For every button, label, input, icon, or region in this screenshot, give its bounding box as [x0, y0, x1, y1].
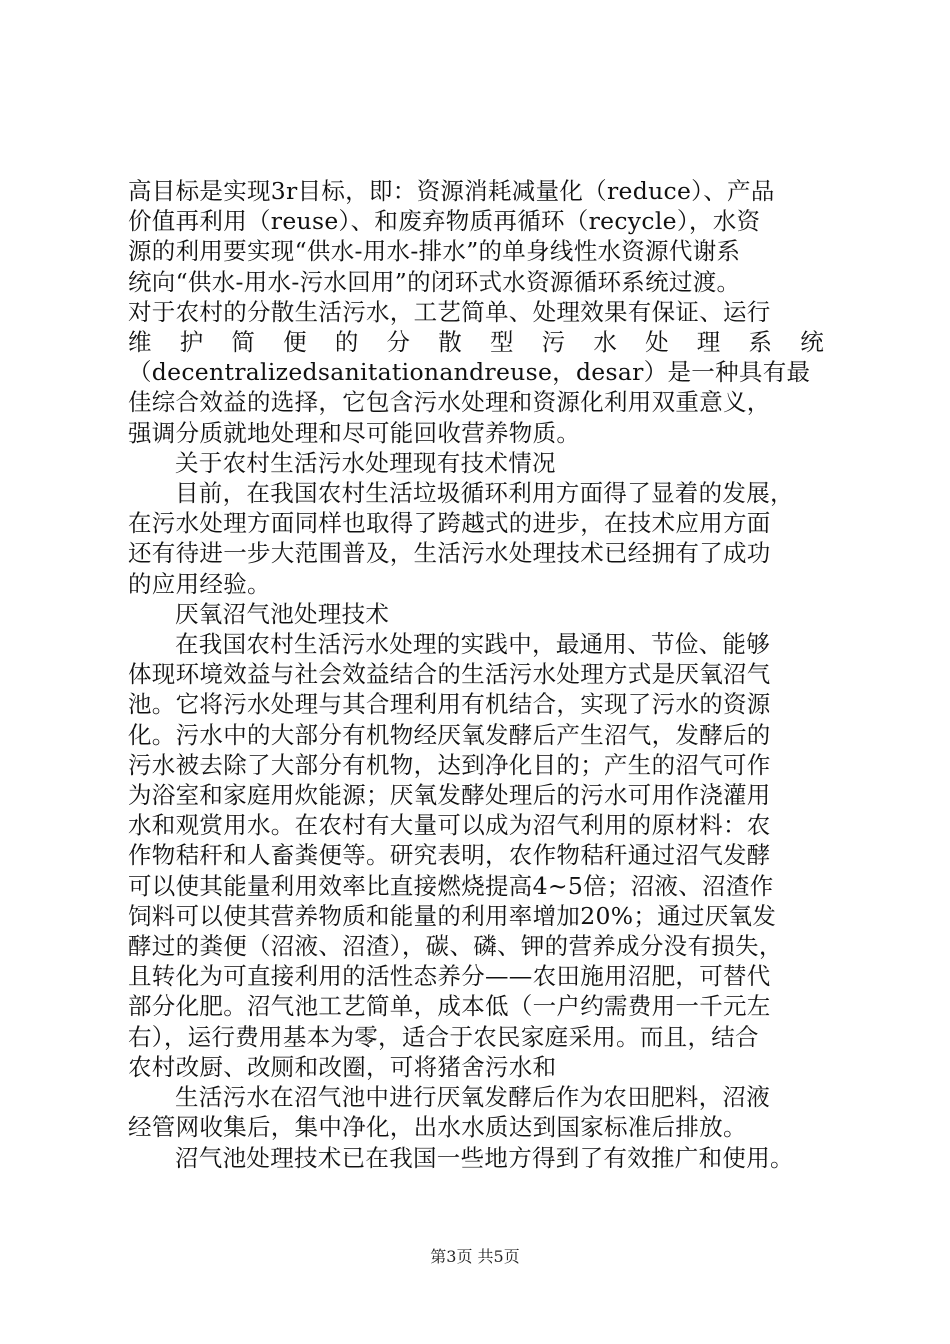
text-line: 在我国农村生活污水处理的实践中，最通用、节俭、能够 — [175, 630, 770, 659]
paragraph-decentralized-system — [128, 297, 824, 448]
paragraph-biogas-digester — [128, 629, 824, 1082]
text-line: 价值再利用（reuse）、和废弃物质再循环（recycle），水资 — [128, 207, 761, 236]
text-line: 强调分质就地处理和尽可能回收营养物质。 — [128, 418, 581, 447]
text-line: 农村改厨、改厕和改圈，可将猪舍污水和 — [128, 1052, 557, 1081]
text-line: 还有待进一步大范围普及，生活污水处理技术已经拥有了成功 — [128, 539, 771, 568]
text-line: 体现环境效益与社会效益结合的生活污水处理方式是厌氧沼气 — [128, 660, 771, 689]
text-line: 在污水处理方面同样也取得了跨越式的进步，在技术应用方面 — [128, 509, 771, 538]
text-line: 作物秸秆和人畜粪便等。研究表明，农作物秸秆通过沼气发酵 — [128, 841, 771, 870]
section-heading: 厌氧沼气池处理技术 — [175, 599, 390, 628]
text-line: 维护简便的分散型污水处理系统 — [128, 328, 824, 357]
document-body — [128, 176, 824, 1173]
paragraph-promotion: 沼气池处理技术已在我国一些地方得到了有效推广和使用。 — [175, 1143, 794, 1172]
text-line: 饲料可以使其营养物质和能量的利用率增加20%；通过厌氧发 — [128, 901, 777, 930]
text-line: 经管网收集后，集中净化，出水水质达到国家标准后排放。 — [128, 1113, 747, 1142]
text-line: 且转化为可直接利用的活性态养分——农田施用沼肥，可替代 — [128, 962, 771, 991]
text-line: 池。它将污水处理与其合理利用有机结合，实现了污水的资源 — [128, 690, 771, 719]
text-line: 生活污水在沼气池中进行厌氧发酵后作为农田肥料，沼液 — [175, 1083, 770, 1112]
text-line: 酵过的粪便（沼液、沼渣），碳、磷、钾的营养成分没有损失， — [128, 932, 783, 961]
text-line: 源的利用要实现“供水-用水-排水”的单身线性水资源代谢系 — [128, 237, 741, 266]
text-line: 佳综合效益的选择，它包含污水处理和资源化利用双重意义， — [128, 388, 771, 417]
text-line: 为浴室和家庭用炊能源；厌氧发酵处理后的污水可用作浇灌用 — [128, 781, 771, 810]
text-line: 部分化肥。沼气池工艺简单，成本低（一户约需费用一千元左 — [128, 992, 771, 1021]
text-line: 可以使其能量利用效率比直接燃烧提高4~5倍；沼液、沼渣作 — [128, 871, 774, 900]
section-heading: 关于农村生活污水处理现有技术情况 — [175, 448, 556, 477]
text-line: 对于农村的分散生活污水，工艺简单、处理效果有保证、运行 — [128, 297, 771, 326]
text-line: 统向“供水-用水-污水回用”的闭环式水资源循环系统过渡。 — [128, 267, 741, 296]
paragraph-3r-goal — [128, 176, 824, 297]
text-line: 水和观赏用水。在农村有大量可以成为沼气利用的原材料：农 — [128, 811, 771, 840]
text-line: （decentralizedsanitationandreuse，desar）是一种具有最 — [128, 358, 811, 387]
text-line: 的应用经验。 — [128, 569, 271, 598]
paragraph-fertilizer-use — [128, 1082, 824, 1142]
text-line: 化。污水中的大部分有机物经厌氧发酵后产生沼气，发酵后的 — [128, 720, 771, 749]
text-line: 右），运行费用基本为零，适合于农民家庭采用。而且，结合 — [128, 1022, 759, 1051]
text-line: 污水被去除了大部分有机物，达到净化目的；产生的沼气可作 — [128, 750, 771, 779]
text-line: 高目标是实现3r目标，即：资源消耗减量化（reduce）、产品 — [128, 177, 775, 205]
text-line: 目前，在我国农村生活垃圾循环利用方面得了显着的发展， — [175, 479, 794, 508]
paragraph-current-progress — [128, 478, 824, 599]
page-number: 第3页 共5页 — [430, 1247, 520, 1266]
